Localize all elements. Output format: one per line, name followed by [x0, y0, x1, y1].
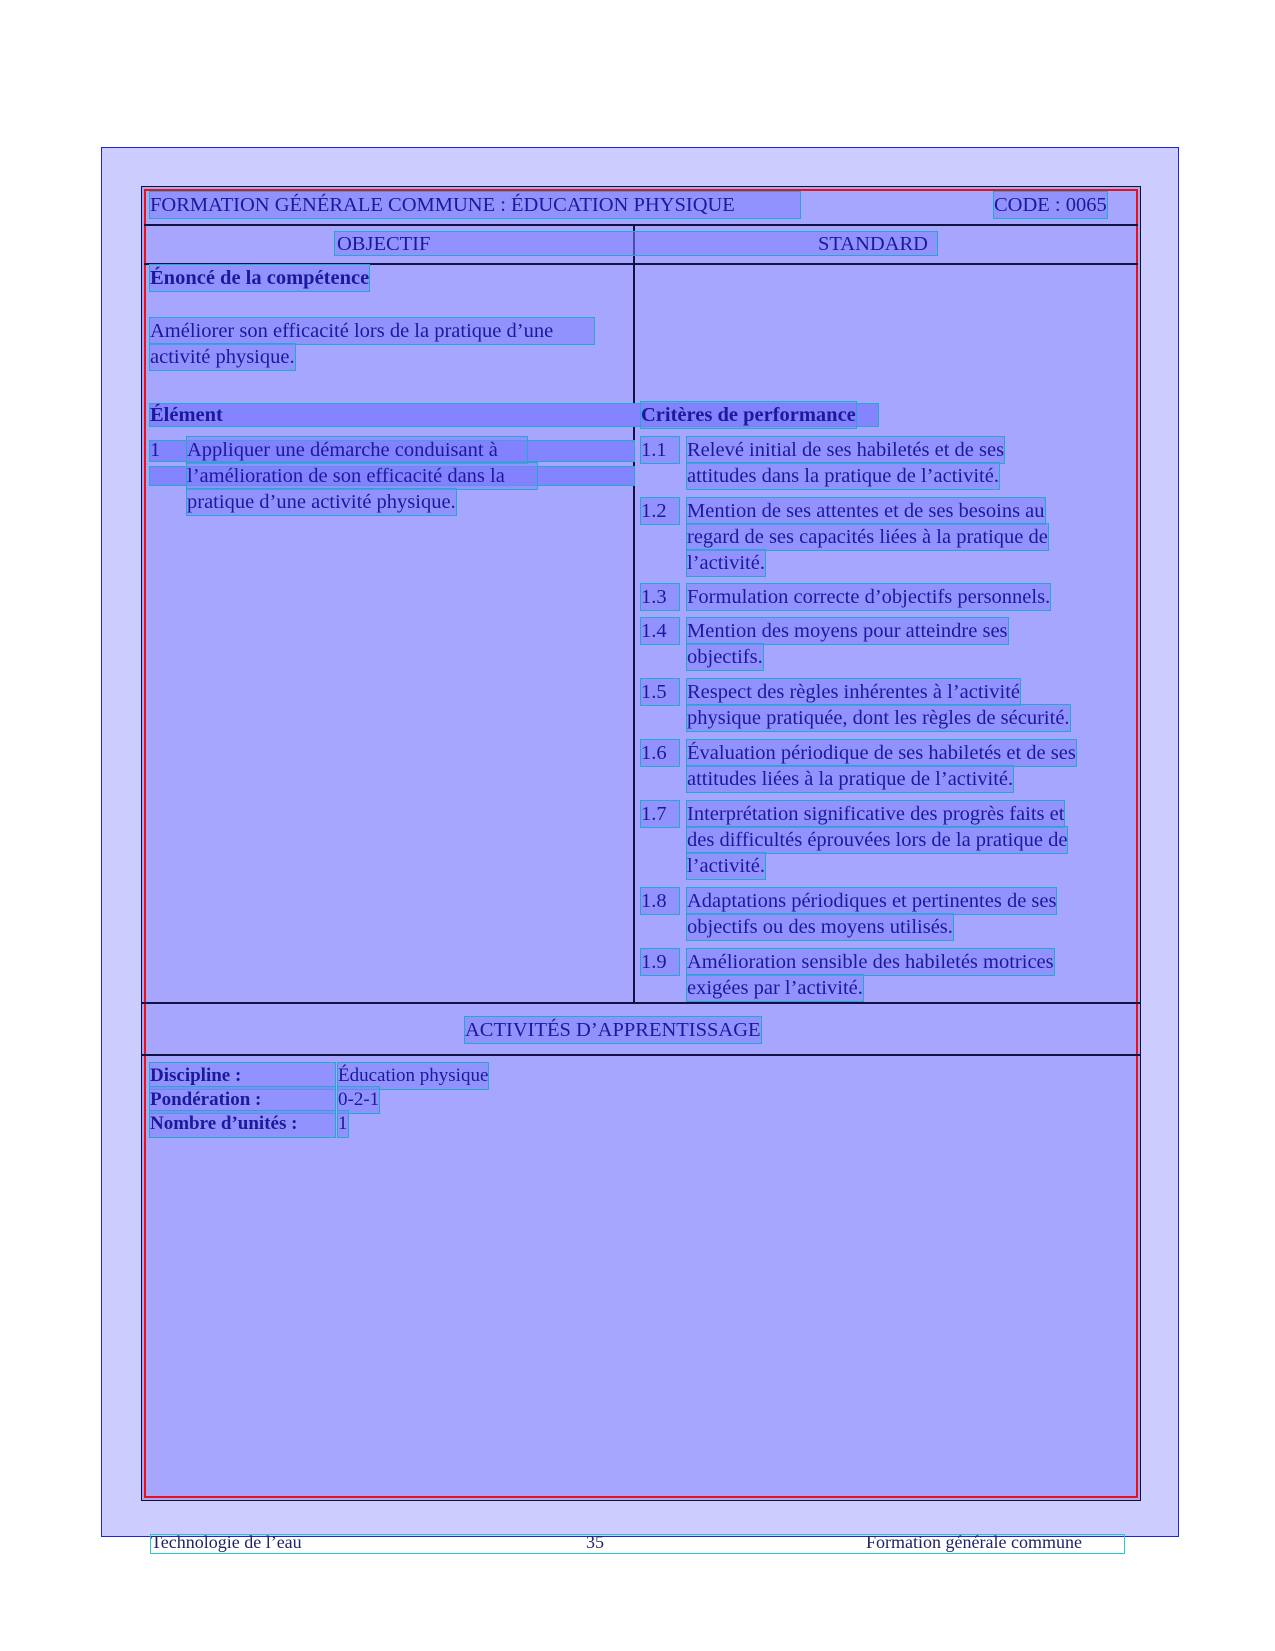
critere-line: objectifs ou des moyens utilisés. [687, 916, 953, 938]
footer-right: Formation générale commune [866, 1532, 1082, 1552]
critere-number: 1.1 [641, 437, 679, 463]
critere-line: attitudes dans la pratique de l’activité. [687, 465, 999, 487]
critere-line: Adaptations périodiques et pertinentes de ses [687, 890, 1057, 912]
critere-line: physique pratiquée, dont les règles de sécurité. [687, 707, 1070, 729]
divider-activites-bottom [141, 1054, 1141, 1056]
critere-line: regard de ses capacités liées à la pratique de [687, 526, 1048, 548]
unites-label: Nombre d’unités : [150, 1111, 335, 1137]
element-line-3: pratique d’une activité physique. [187, 491, 456, 513]
element-line-1: Appliquer une démarche conduisant à [187, 437, 527, 463]
unites-value: 1 [338, 1111, 348, 1137]
critere-line: des difficultés éprouvées lors de la pratique de [687, 829, 1068, 851]
header-title: FORMATION GÉNÉRALE COMMUNE : ÉDUCATION PHYSIQUE [150, 192, 800, 218]
column-standard: STANDARD [818, 233, 928, 255]
critere-line: objectifs. [687, 646, 763, 668]
element-number: 1 [150, 439, 161, 461]
critere-line: Respect des règles inhérentes à l’activité [687, 681, 1020, 703]
critere-number: 1.3 [641, 584, 679, 610]
critere-line: l’activité. [687, 552, 765, 574]
ponderation-value: 0-2-1 [338, 1087, 379, 1113]
column-objectif: OBJECTIF [337, 233, 431, 255]
ponderation-label: Pondération : [150, 1087, 335, 1113]
critere-line: Formulation correcte d’objectifs personnels. [687, 586, 1051, 608]
critere-line: Amélioration sensible des habiletés motrices [687, 951, 1054, 973]
critere-number: 1.4 [641, 618, 679, 644]
discipline-label: Discipline : [150, 1063, 335, 1089]
enonce-line-1: Améliorer son efficacité lors de la pratique d’une [150, 318, 594, 344]
critere-number: 1.9 [641, 949, 679, 975]
divider-activites-top [141, 1002, 1141, 1004]
critere-line: Mention de ses attentes et de ses besoins au [687, 500, 1045, 522]
column-divider [633, 224, 635, 1002]
enonce-label: Énoncé de la compétence [150, 267, 370, 289]
critere-line: Évaluation périodique de ses habiletés et de ses [687, 742, 1076, 764]
footer-left: Technologie de l’eau [151, 1532, 302, 1552]
critere-line: Relevé initial de ses habiletés et de ses [687, 439, 1005, 461]
critere-line: Interprétation significative des progrès faits et [687, 803, 1065, 825]
critere-number: 1.8 [641, 888, 679, 914]
critere-number: 1.6 [641, 740, 679, 766]
element-line-2: l’amélioration de son efficacité dans la [187, 463, 537, 489]
critere-line: Mention des moyens pour atteindre ses [687, 620, 1008, 642]
critere-line: attitudes liées à la pratique de l’activité. [687, 768, 1014, 790]
criteres-label: Critères de performance [641, 404, 856, 426]
footer-page-number: 35 [586, 1532, 604, 1552]
critere-number: 1.5 [641, 679, 679, 705]
critere-number: 1.2 [641, 498, 679, 524]
critere-line: l’activité. [687, 855, 765, 877]
discipline-value: Éducation physique [338, 1063, 488, 1089]
enonce-line-2: activité physique. [150, 346, 295, 368]
divider-header [144, 224, 1138, 226]
critere-number: 1.7 [641, 801, 679, 827]
element-label: Élément [150, 404, 223, 426]
critere-line: exigées par l’activité. [687, 977, 863, 999]
activites-title: ACTIVITÉS D’APPRENTISSAGE [465, 1019, 761, 1041]
header-code: CODE : 0065 [994, 194, 1107, 216]
